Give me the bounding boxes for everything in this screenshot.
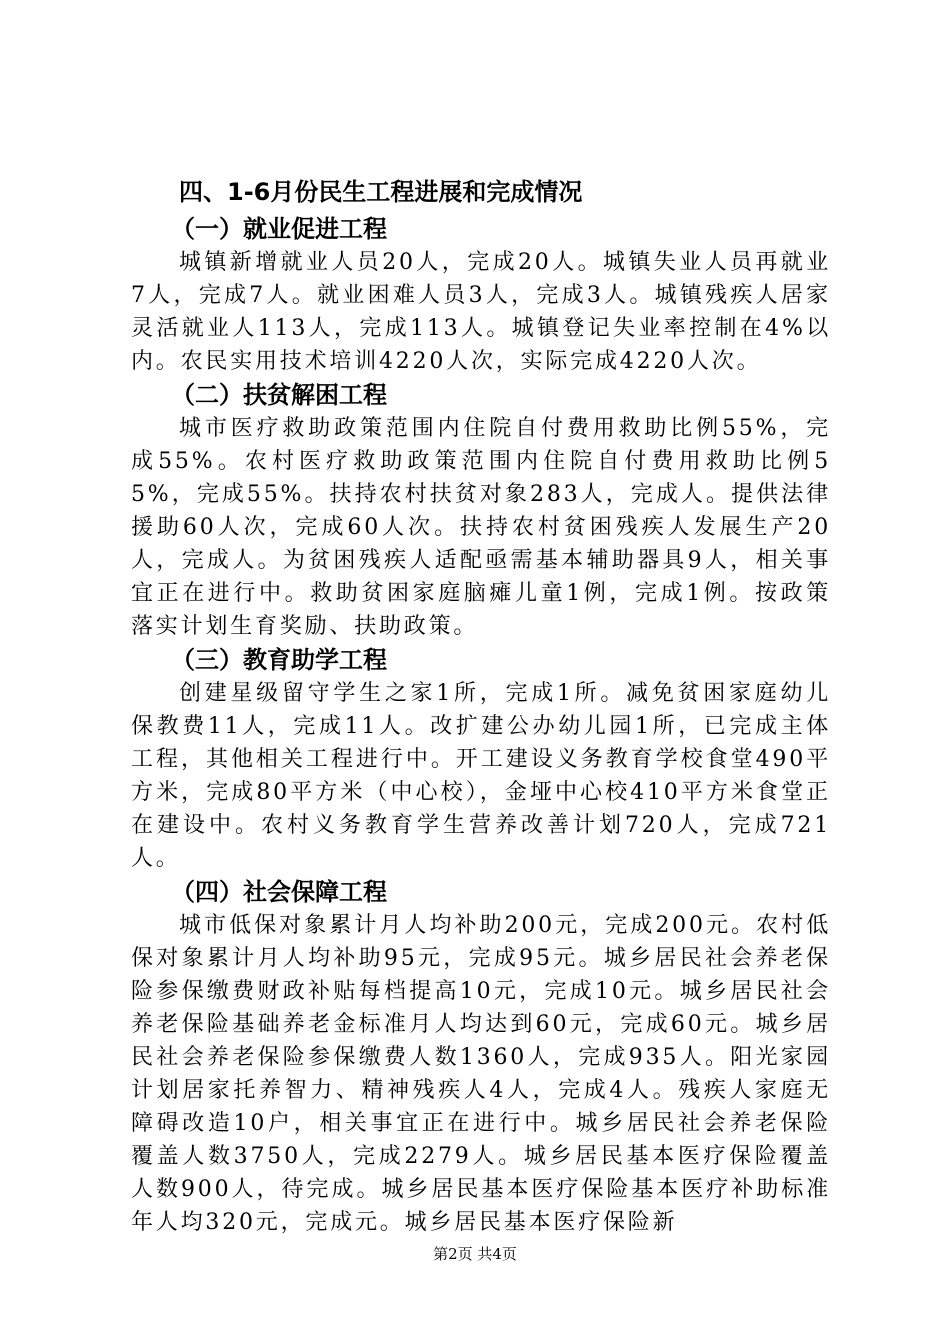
section-title: （三）教育助学工程 bbox=[171, 646, 387, 674]
section-paragraph: 城市医疗救助政策范围内住院自付费用救助比例55%，完成55%。农村医疗救助政策范围内住院自付费用救助比例55%，完成55%。扶持农村扶贫对象283人，完成人。提供法律援助60人次，完成60人次。扶持农村贫困残疾人发展生产20人，完成人。为贫困残疾人适配亟需基本辅助器具9人，相关事宜正在进行中。救助贫困家庭脑瘫儿童1例，完成1例。按政策落实计划生育奖励、扶助政策。 bbox=[131, 416, 831, 639]
section-title: （二）扶贫解困工程 bbox=[171, 381, 387, 409]
main-heading: 四、1-6月份民生工程进展和完成情况 bbox=[179, 178, 583, 206]
section-paragraph: 创建星级留守学生之家1所，完成1所。减免贫困家庭幼儿保教费11人，完成11人。改扩建公办幼儿园1所，已完成主体工程，其他相关工程进行中。开工建设义务教育学校食堂490平方米，完成80平方米（中心校），金垭中心校410平方米食堂正在建设中。农村义务教育学生营养改善计划720人，完成721人。 bbox=[131, 681, 831, 871]
section-poverty-relief bbox=[131, 378, 831, 643]
section-title: （四）社会保障工程 bbox=[171, 878, 387, 906]
section-paragraph: 城镇新增就业人员20人，完成20人。城镇失业人员再就业7人，完成7人。就业困难人员3人，完成3人。城镇残疾人居家灵活就业人113人，完成113人。城镇登记失业率控制在4%以内。农民实用技术培训4220人次，实际完成4220人次。 bbox=[131, 250, 831, 374]
section-employment bbox=[131, 212, 831, 378]
document-body bbox=[131, 172, 831, 1239]
section-social-security bbox=[131, 875, 831, 1239]
section-paragraph: 城市低保对象累计月人均补助200元，完成200元。农村低保对象累计月人均补助95元，完成95元。城乡居民社会养老保险参保缴费财政补贴每档提高10元，完成10元。城乡居民社会养老保险基础养老金标准月人均达到60元，完成60元。城乡居民社会养老保险参保缴费人数1360人，完成935人。阳光家园计划居家托养智力、精神残疾人4人，完成4人。残疾人家庭无障碍改造10户，相关事宜正在进行中。城乡居民社会养老保险覆盖人数3750人，完成2279人。城乡居民基本医疗保险覆盖人数900人，待完成。城乡居民基本医疗保险基本医疗补助标准年人均320元，完成元。城乡居民基本医疗保险新 bbox=[131, 913, 831, 1235]
page-footer: 第2页 共4页 bbox=[433, 1245, 517, 1263]
section-education-aid bbox=[131, 643, 831, 875]
section-title: （一）就业促进工程 bbox=[171, 215, 387, 243]
